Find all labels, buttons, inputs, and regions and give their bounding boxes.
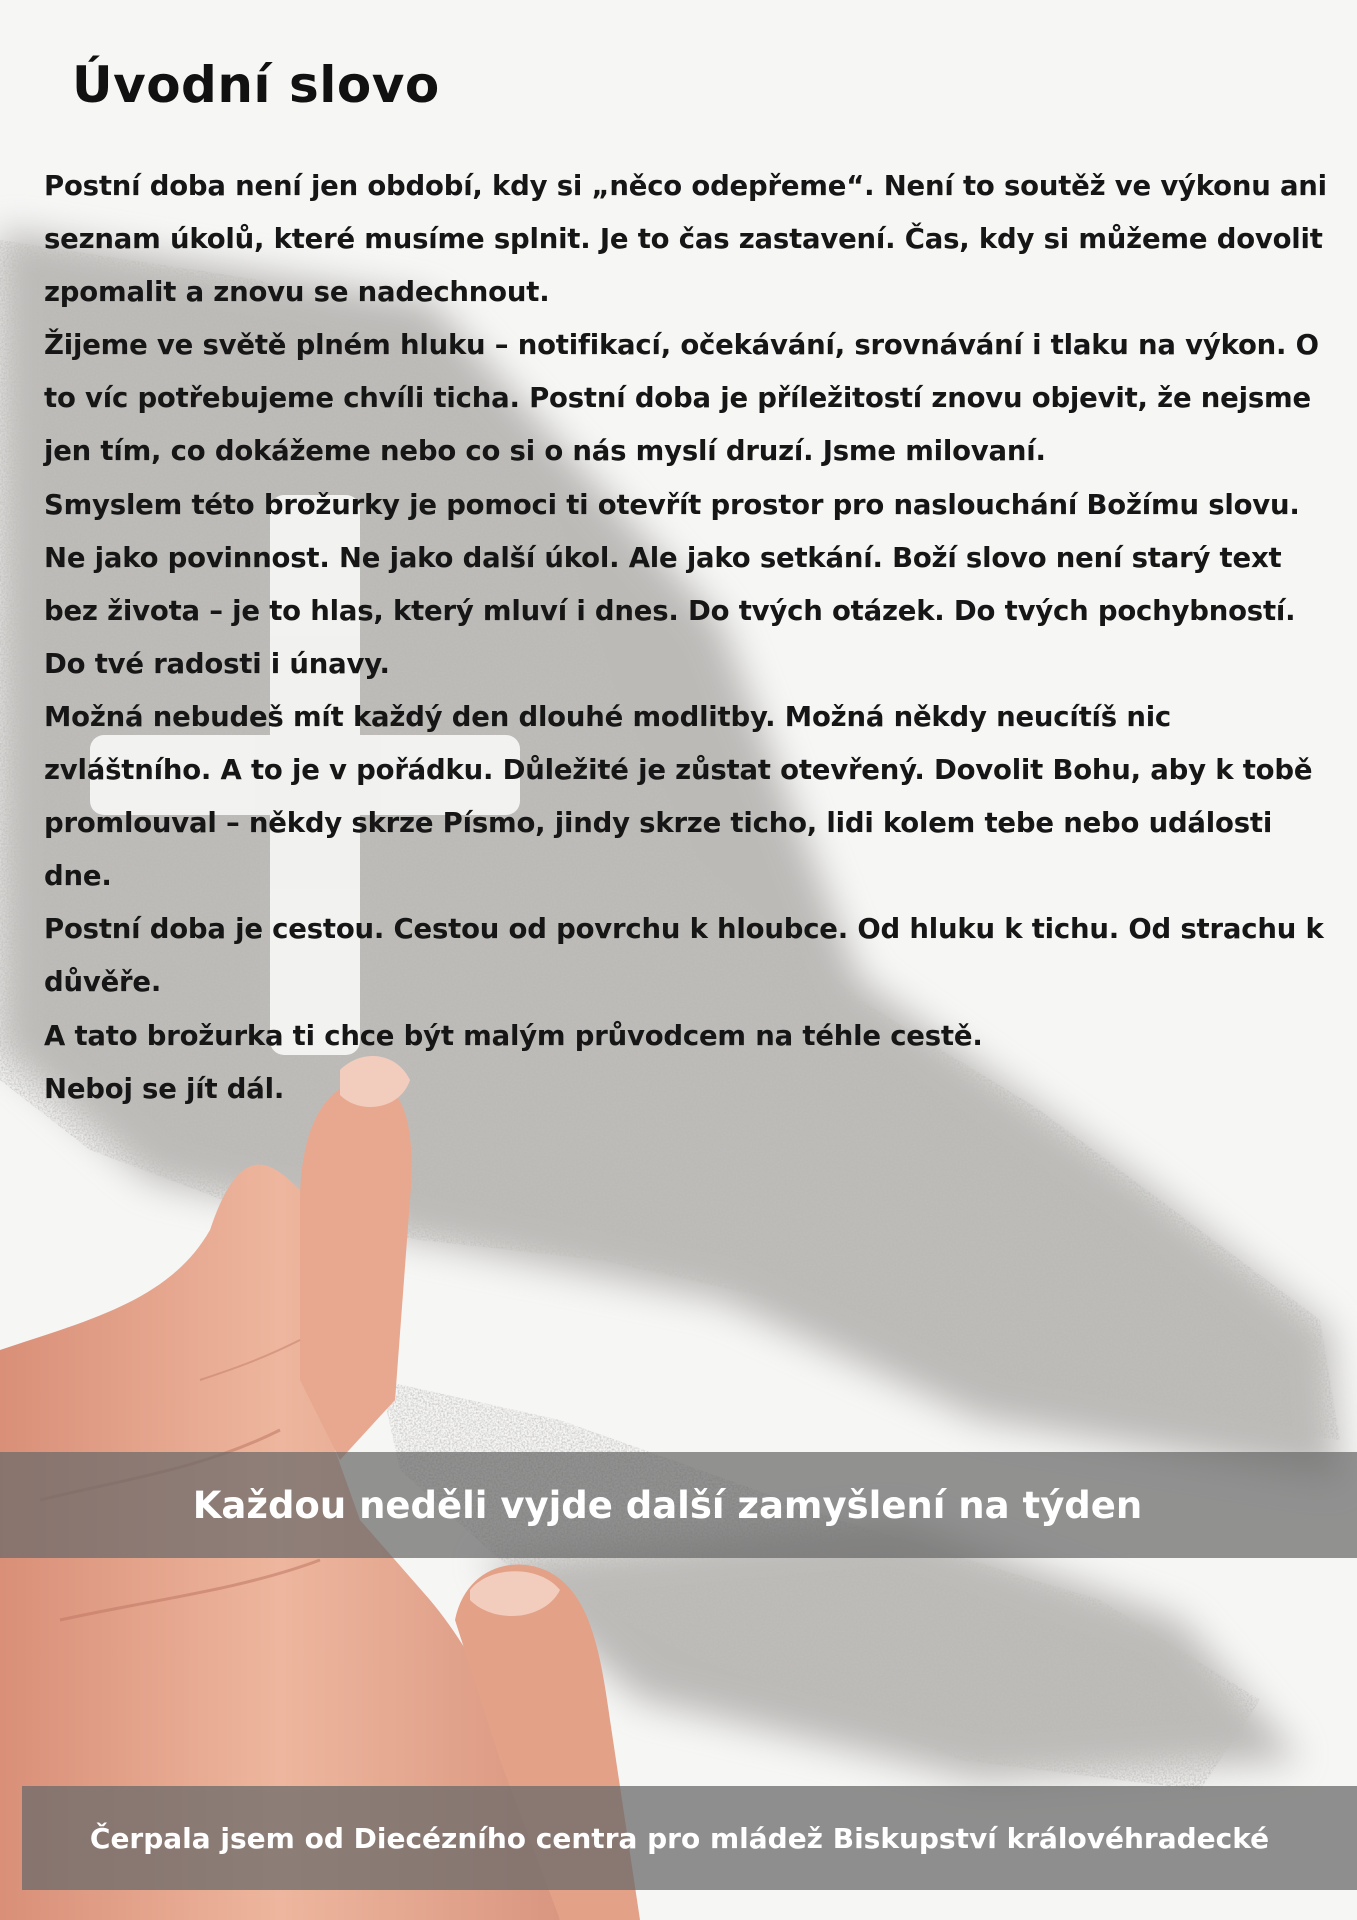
paragraph: Postní doba není jen období, kdy si „něco odepřeme“. Není to soutěž ve výkonu ani seznam úkolů, které musíme splnit. Je to čas zastavení. Čas, kdy si můžeme dovolit zpomalit a znovu se nadechnout.: [44, 170, 1327, 309]
intro-text: [44, 160, 1334, 1116]
paragraph: Neboj se jít dál.: [44, 1072, 285, 1105]
page-title: Úvodní slovo: [72, 56, 440, 114]
footer-text: Čerpala jsem od Diecézního centra pro mládež Biskupství královéhradecké: [89, 1821, 1270, 1855]
source-footer: [22, 1786, 1357, 1890]
weekly-banner: [0, 1452, 1357, 1558]
paragraph: Možná nebudeš mít každý den dlouhé modlitby. Možná někdy neucítíš nic zvláštního. A to je v pořádku. Důležité je zůstat otevřený. Dovolit Bohu, aby k tobě promlouval – někdy skrze Písmo, jindy skrze ticho, lidi kolem tebe nebo události dne.: [44, 700, 1313, 893]
paragraph: A tato brožurka ti chce být malým průvodcem na téhle cestě.: [44, 1019, 983, 1052]
paragraph: Smyslem této brožurky je pomoci ti otevřít prostor pro naslouchání Božímu slovu. Ne jako povinnost. Ne jako další úkol. Ale jako setkání. Boží slovo není starý text bez života – je to hlas, který mluví i dnes. Do tvých otázek. Do tvých pochybností. Do tvé radosti i únavy.: [44, 488, 1300, 680]
paragraph: Žijeme ve světě plném hluku – notifikací, očekávání, srovnávání i tlaku na výkon. O to víc potřebujeme chvíli ticha. Postní doba je příležitostí znovu objevit, že nejsme jen tím, co dokážeme nebo co si o nás myslí druzí. Jsme milovaní.: [44, 329, 1319, 468]
paragraph: Postní doba je cestou. Cestou od povrchu k hloubce. Od hluku k tichu. Od strachu k důvěře.: [44, 913, 1324, 999]
banner-text: Každou neděli vyjde další zamyšlení na týden: [192, 1483, 1143, 1527]
